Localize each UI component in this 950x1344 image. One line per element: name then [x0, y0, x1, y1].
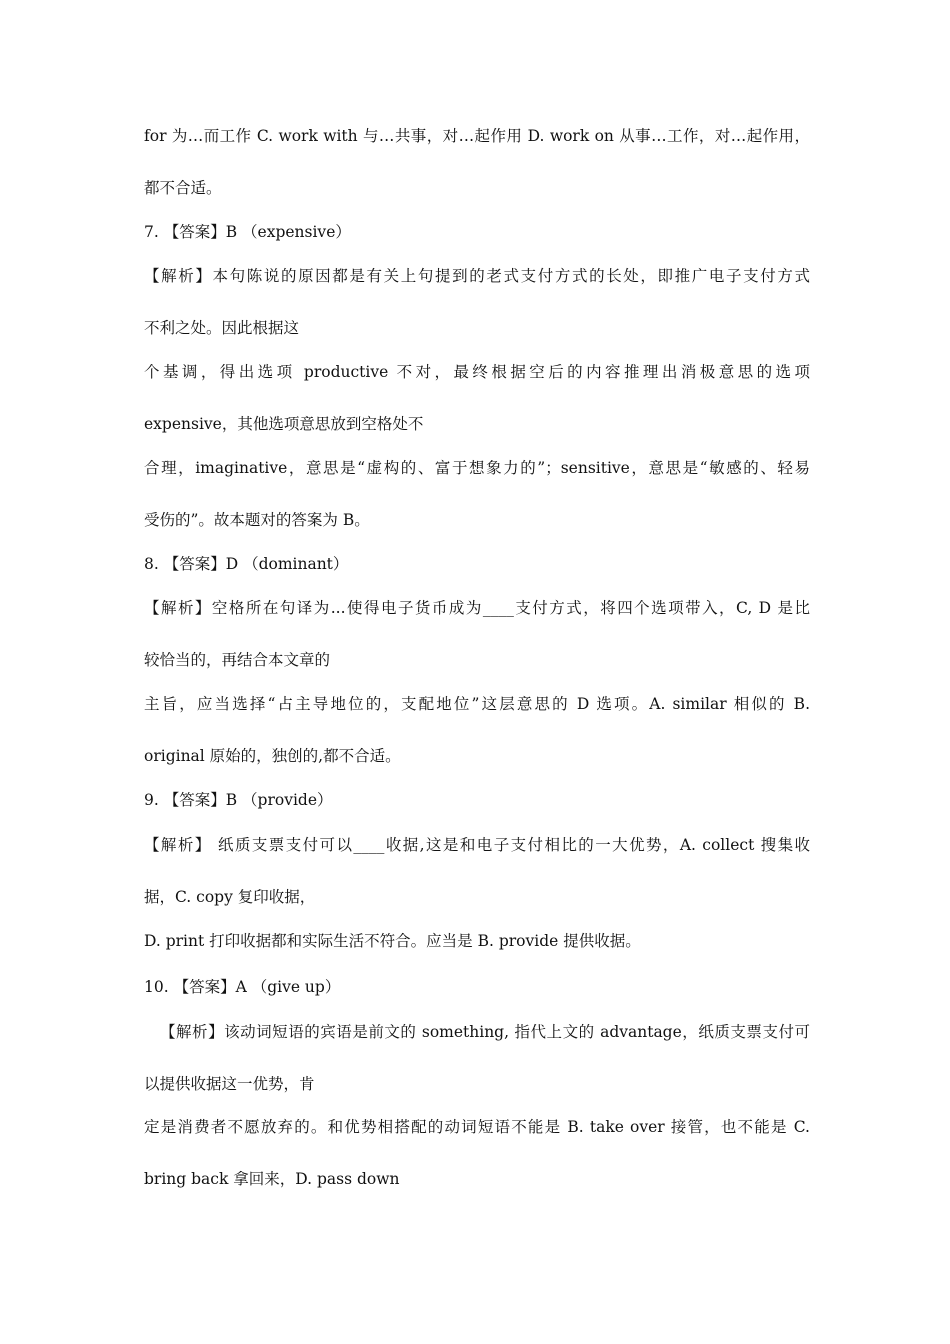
- text-line: 都不合适。: [144, 179, 222, 197]
- answer-heading-9: 9. 【答案】B （provide）: [144, 791, 333, 809]
- text-line: 合理，imaginative，意思是“虚构的、富于想象力的”；sensitive，意思是“敏感的、轻易: [144, 459, 810, 477]
- text-line: 受伤的”。故本题对的答案为 B。: [144, 511, 370, 529]
- text-line: 定是消费者不愿放弃的。和优势相搭配的动词短语不能是 B. take over 接管，也不能是 C.: [144, 1118, 810, 1136]
- answer-heading-8: 8. 【答案】D （dominant）: [144, 555, 349, 573]
- text-line: 不利之处。因此根据这: [144, 319, 300, 337]
- text-line: D. print 打印收据都和实际生活不符合。应当是 B. provide 提供收据。: [144, 932, 641, 950]
- text-line: 【解析】本句陈说的原因都是有关上句提到的老式支付方式的长处，即推广电子支付方式: [144, 267, 810, 285]
- text-line: 据，C. copy 复印收据，: [144, 888, 316, 906]
- text-line: for 为…而工作 C. work with 与…共事，对…起作用 D. work on 从事…工作，对…起作用，: [144, 127, 810, 145]
- text-line: 以提供收据这一优势，肯: [144, 1075, 315, 1093]
- text-line: 【解析】空格所在句译为...使得电子货币成为____支付方式，将四个选项带入，C, D 是比: [144, 599, 810, 617]
- answer-heading-10: 10. 【答案】A （give up）: [144, 978, 341, 996]
- text-line: 主旨，应当选择“占主导地位的，支配地位”这层意思的 D 选项。A. similar 相似的 B.: [144, 695, 810, 713]
- text-line: 【解析】该动词短语的宾语是前文的 something, 指代上文的 advantage，纸质支票支付可: [160, 1023, 810, 1041]
- answer-heading-7: 7. 【答案】B （expensive）: [144, 223, 351, 241]
- text-line: 个基调，得出选项 productive 不对，最终根据空后的内容推理出消极意思的选项: [144, 363, 810, 381]
- text-line: 较恰当的，再结合本文章的: [144, 651, 331, 669]
- text-line: bring back 拿回来，D. pass down: [144, 1170, 400, 1188]
- text-line: original 原始的，独创的,都不合适。: [144, 747, 401, 765]
- text-line: 【解析】 纸质支票支付可以____收据,这是和电子支付相比的一大优势，A. collect 搜集收: [144, 836, 810, 854]
- text-line: expensive，其他选项意思放到空格处不: [144, 415, 424, 433]
